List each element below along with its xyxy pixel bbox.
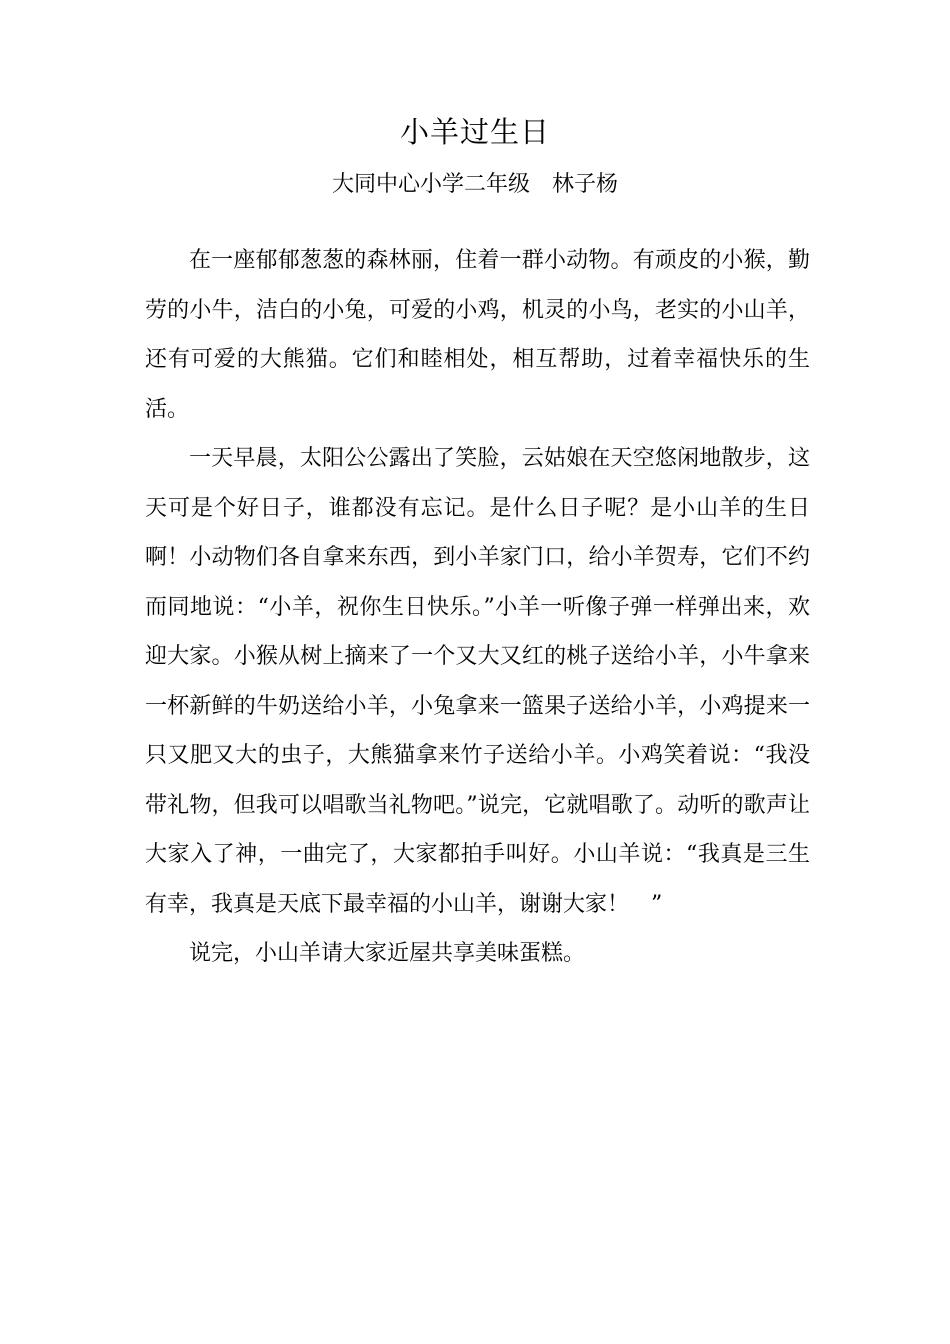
paragraph-1: 在一座郁郁葱葱的森林丽，住着一群小动物。有顽皮的小猴，勤劳的小牛，洁白的小兔，可爱的小鸡，机灵的小鸟，老实的小山羊，还有可爱的大熊猫。它们和睦相处，相互帮助，过着幸福快乐的生活。 [145,248,810,422]
document-title: 小羊过生日 [399,115,550,149]
author-byline: 大同中心小学二年级 林子杨 [331,172,618,197]
document-body [145,236,810,979]
paragraph-3: 说完，小山羊请大家近屋共享美味蛋糕。 [189,941,586,966]
paragraph-2: 一天早晨，太阳公公露出了笑脸，云姑娘在天空悠闲地散步，这天可是个好日子，谁都没有忘记。是什么日子呢？是小山羊的生日啊！小动物们各自拿来东西，到小羊家门口，给小羊贺寿，它们不约而同地说：“小羊，祝你生日快乐。”小羊一听像子弹一样弹出来，欢迎大家。小猴从树上摘来了一个又大又红的桃子送给小羊，小牛拿来一杯新鲜的牛奶送给小羊，小兔拿来一篮果子送给小羊，小鸡提来一只又肥又大的虫子，大熊猫拿来竹子送给小羊。小鸡笑着说：“我没带礼物，但我可以唱歌当礼物吧。”说完，它就唱歌了。动听的歌声让大家入了神，一曲完了，大家都拍手叫好。小山羊说：“我真是三生有幸，我真是天底下最幸福的小山羊，谢谢大家！ ” [145,446,810,917]
